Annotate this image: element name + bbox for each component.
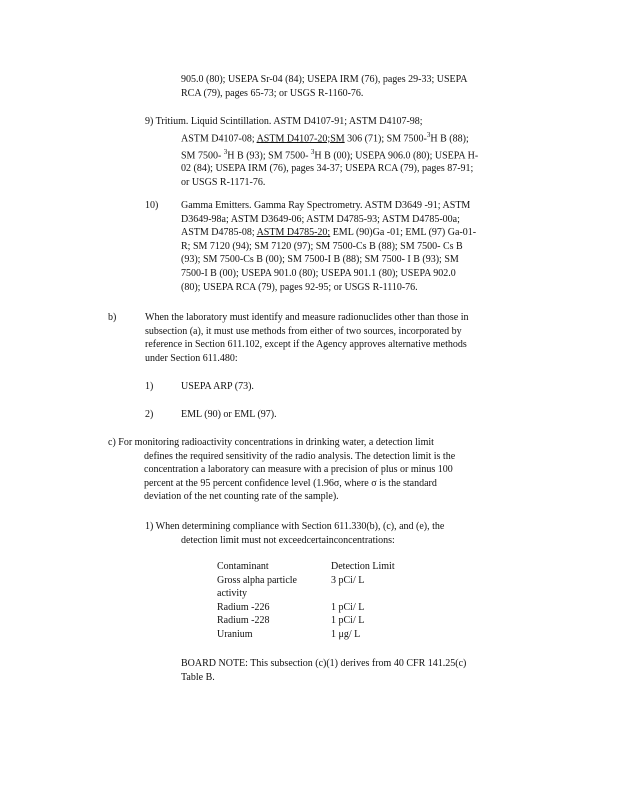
table-row: [217, 587, 395, 601]
text-line: detection limit must not exceedcertainconcentrations:: [181, 534, 395, 546]
text-line: (93); SM 7500-Cs B (00); SM 7500-I B (88); SM 7500- I B (93); SM: [181, 254, 459, 266]
text-line: deviation of the net counting rate of the sample).: [144, 491, 339, 503]
subsection-c-1: [145, 520, 535, 547]
continued-paragraph: [181, 73, 526, 100]
limit-cell: 3 pCi/ L: [331, 574, 365, 586]
table-row: [217, 628, 395, 642]
text-line: BOARD NOTE: This subsection (c)(1) derives from 40 CFR 141.25(c): [181, 658, 467, 669]
text-line: 02 (84); USEPA IRM (76), pages 34-37; USEPA RCA (79), pages 87-91;: [181, 163, 474, 175]
contaminant-cell: activity: [217, 588, 247, 600]
contaminant-cell: Gross alpha particle: [217, 574, 297, 586]
superscript: 3: [426, 130, 431, 139]
text-span: 306 (71); SM 7500-: [347, 132, 427, 144]
item-number: 9): [145, 116, 154, 127]
item-number: 1): [145, 381, 154, 392]
table-header-row: [217, 560, 395, 574]
limit-cell: 1 μg/ L: [331, 628, 361, 640]
subsection-c: [108, 436, 528, 504]
item-body: [181, 129, 535, 190]
text-line: Gamma Emitters. Gamma Ray Spectrometry. ASTM D3649 -91; ASTM: [181, 200, 471, 211]
text-line: percent at the 95 percent confidence level (1.96σ, where σ is the standard: [144, 477, 437, 489]
text-span: ASTM D4785-08;: [181, 227, 255, 239]
text-line: (80); USEPA RCA (79), pages 92-95; or USGS R-1110-76.: [181, 281, 418, 293]
detection-limit-table: [217, 560, 395, 642]
text-line: subsection (a), it must use methods from either of two sources, incorporated by: [145, 325, 462, 337]
text-line: RCA (79), pages 65-73; or USGS R-1160-76.: [181, 87, 364, 99]
contaminant-cell: Radium -226: [217, 601, 270, 613]
text-line: or USGS R-1171-76.: [181, 177, 266, 189]
text-span: EML (90)Ga -01; EML (97) Ga-01-: [332, 227, 477, 239]
table-row: [217, 574, 395, 588]
text-span: H B (88);: [430, 132, 469, 144]
contaminant-cell: Radium -228: [217, 615, 270, 627]
superscript: 3: [310, 147, 315, 156]
column-header: Contaminant: [217, 561, 269, 572]
item-number: 2): [145, 409, 154, 420]
limit-cell: 1 pCi/ L: [331, 601, 365, 613]
text-line: When the laboratory must identify and measure radionuclides other than those in: [145, 312, 469, 323]
method-item-9: [145, 115, 535, 190]
text-line: defines the required sensitivity of the radio analysis. The detection limit is the: [144, 450, 456, 462]
source-item-2: EML (90) or EML (97).: [181, 409, 277, 420]
text-line: under Section 611.480:: [145, 352, 238, 364]
limit-cell: 1 pCi/ L: [331, 615, 365, 627]
item-number: 10): [145, 200, 159, 211]
text-span: H B (93); SM 7500-: [227, 149, 309, 161]
subsection-label: b): [108, 312, 117, 323]
column-header: Detection Limit: [331, 561, 395, 572]
superscript: 3: [223, 147, 228, 156]
text-span: ASTM D4107-08;: [181, 132, 255, 144]
text-line: D3649-98a; ASTM D3649-06; ASTM D4785-93; ASTM D4785-00a;: [181, 213, 460, 225]
text-line: concentration a laboratory can measure with a precision of plus or minus 100: [144, 464, 453, 476]
method-item-10: [181, 199, 531, 294]
text-line: reference in Section 611.102, except if the Agency approves alternative methods: [145, 339, 467, 351]
table-row: [217, 614, 395, 628]
subsection-b: [145, 311, 535, 365]
text-line: Tritium. Liquid Scintillation. ASTM D4107-91; ASTM D4107-98;: [155, 116, 423, 127]
board-note: [181, 657, 521, 684]
text-span: H B (00); USEPA 906.0 (80); USEPA H-: [314, 149, 479, 161]
text-line: 1) When determining compliance with Section 611.330(b), (c), and (e), the: [145, 521, 445, 532]
source-item-1: USEPA ARP (73).: [181, 381, 254, 392]
inserted-text: ASTM D4107-20;SM: [256, 132, 345, 144]
text-line: R; SM 7120 (94); SM 7120 (97); SM 7500-Cs B (88); SM 7500- Cs B: [181, 240, 463, 252]
text-span: SM 7500-: [181, 149, 222, 161]
inserted-text: ASTM D4785-20;: [256, 227, 331, 239]
text-line: c) For monitoring radioactivity concentrations in drinking water, a detection limit: [108, 437, 434, 448]
text-line: 905.0 (80); USEPA Sr-04 (84); USEPA IRM (76), pages 29-33; USEPA: [181, 74, 468, 85]
text-line: Table B.: [181, 671, 215, 683]
text-line: 7500-I B (00); USEPA 901.0 (80); USEPA 901.1 (80); USEPA 902.0: [181, 267, 456, 279]
contaminant-cell: Uranium: [217, 628, 253, 640]
limit-cell: [331, 587, 395, 601]
table-row: [217, 601, 395, 615]
